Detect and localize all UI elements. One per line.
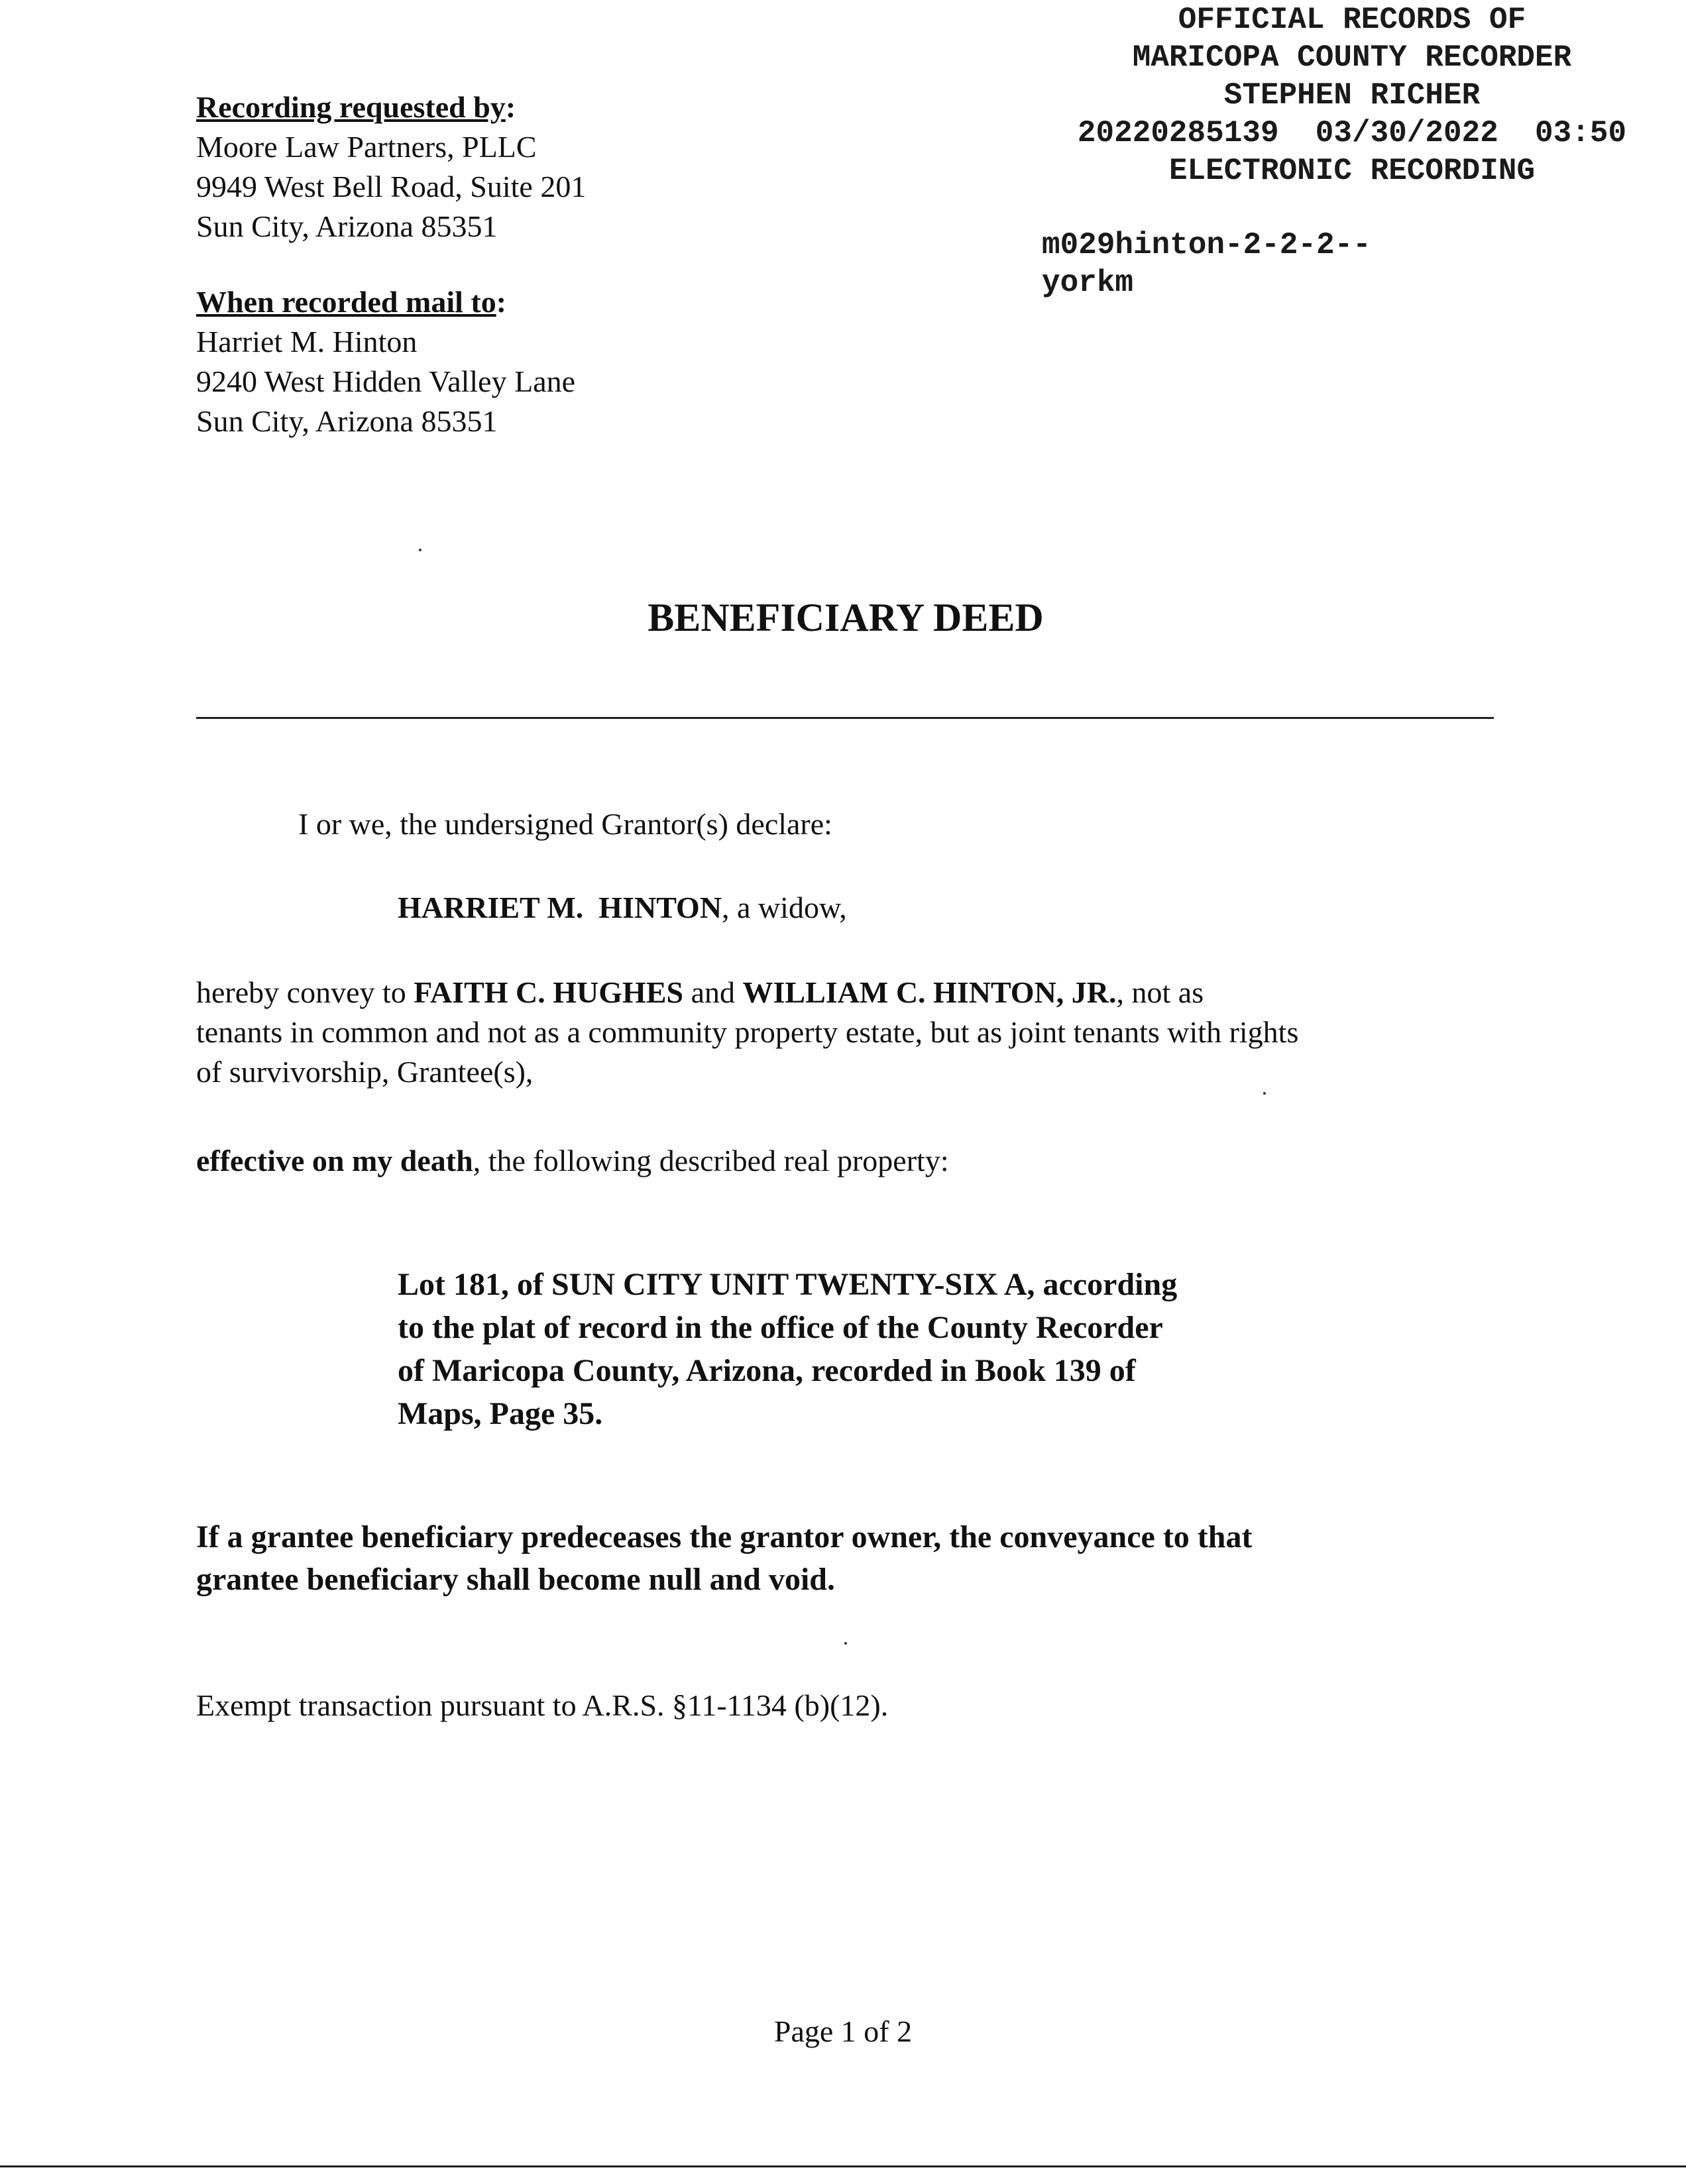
mail-to-heading: When recorded mail to: — [196, 285, 507, 319]
mail-to-name: Harriet M. Hinton — [196, 325, 418, 358]
document-id-line: m029hinton-2-2-2-- — [1042, 228, 1371, 262]
record-date: 03/30/2022 — [1315, 116, 1498, 150]
mail-to-street: 9240 West Hidden Valley Lane — [196, 364, 576, 398]
legal-description-line: Lot 181, of SUN CITY UNIT TWENTY-SIX A, according — [398, 1267, 1178, 1302]
stamp-line-electronic-recording: ELECTRONIC RECORDING — [1168, 154, 1536, 188]
effective-phrase: effective on my death — [196, 1144, 473, 1177]
predecease-clause-line: If a grantee beneficiary predeceases the grantor owner, the conveyance to that — [196, 1519, 1253, 1555]
title-rule — [196, 717, 1494, 719]
bottom-rule — [0, 2165, 1686, 2167]
stamp-line-county-recorder: MARICOPA COUNTY RECORDER — [1132, 40, 1572, 75]
record-time: 03:50 — [1535, 116, 1627, 150]
requester-street: 9949 West Bell Road, Suite 201 — [196, 170, 587, 203]
effective-line: effective on my death, the following described real property: — [196, 1144, 949, 1177]
scan-speck — [1263, 1092, 1266, 1095]
requester-name: Moore Law Partners, PLLC — [196, 130, 537, 164]
mail-to-city: Sun City, Arizona 85351 — [196, 404, 498, 438]
record-number: 20220285139 — [1077, 116, 1279, 150]
page-number: Page 1 of 2 — [773, 2014, 913, 2048]
legal-description-line: Maps, Page 35. — [398, 1396, 603, 1431]
stamp-line-record-info — [1034, 115, 1670, 152]
exempt-statement: Exempt transaction pursuant to A.R.S. §11-1134 (b)(12). — [196, 1688, 889, 1722]
scan-speck — [844, 1642, 847, 1645]
grantor-status: , a widow, — [722, 891, 847, 924]
legal-description — [398, 1263, 1177, 1435]
scan-speck — [419, 549, 422, 551]
conveyance-line-3: of survivorship, Grantee(s), — [196, 1055, 534, 1089]
mail-to-block — [196, 282, 575, 441]
grantee-2: WILLIAM C. HINTON, JR. — [742, 975, 1117, 1009]
recorder-stamp — [1034, 1, 1670, 190]
document-id-user: yorkm — [1042, 266, 1134, 300]
grantor-line — [398, 888, 847, 928]
recording-requested-heading: Recording requested by: — [196, 90, 516, 124]
stamp-line-recorder-name: STEPHEN RICHER — [1223, 78, 1481, 113]
legal-description-line: of Maricopa County, Arizona, recorded in Book 139 of — [398, 1353, 1136, 1388]
predecease-clause-line: grantee beneficiary shall become null and void. — [196, 1562, 835, 1597]
conveyance-paragraph — [196, 973, 1522, 1092]
stamp-line-official-records: OFFICIAL RECORDS OF — [1178, 3, 1526, 37]
conveyance-line-1: hereby convey to FAITH C. HUGHES and WILLIAM C. HINTON, JR., not as — [196, 975, 1204, 1009]
declare-line: I or we, the undersigned Grantor(s) declare: — [298, 807, 832, 841]
recording-requested-block — [196, 87, 586, 246]
predecease-clause — [196, 1516, 1252, 1601]
legal-description-line: to the plat of record in the office of the County Recorder — [398, 1310, 1163, 1345]
document-title: BENEFICIARY DEED — [647, 596, 1044, 639]
requester-city: Sun City, Arizona 85351 — [196, 209, 498, 243]
grantor-name: HARRIET M. HINTON — [398, 891, 722, 924]
conveyance-line-2: tenants in common and not as a community property estate, but as joint tenants with rights — [196, 1015, 1299, 1049]
document-id — [1042, 227, 1371, 302]
grantee-1: FAITH C. HUGHES — [414, 975, 684, 1009]
